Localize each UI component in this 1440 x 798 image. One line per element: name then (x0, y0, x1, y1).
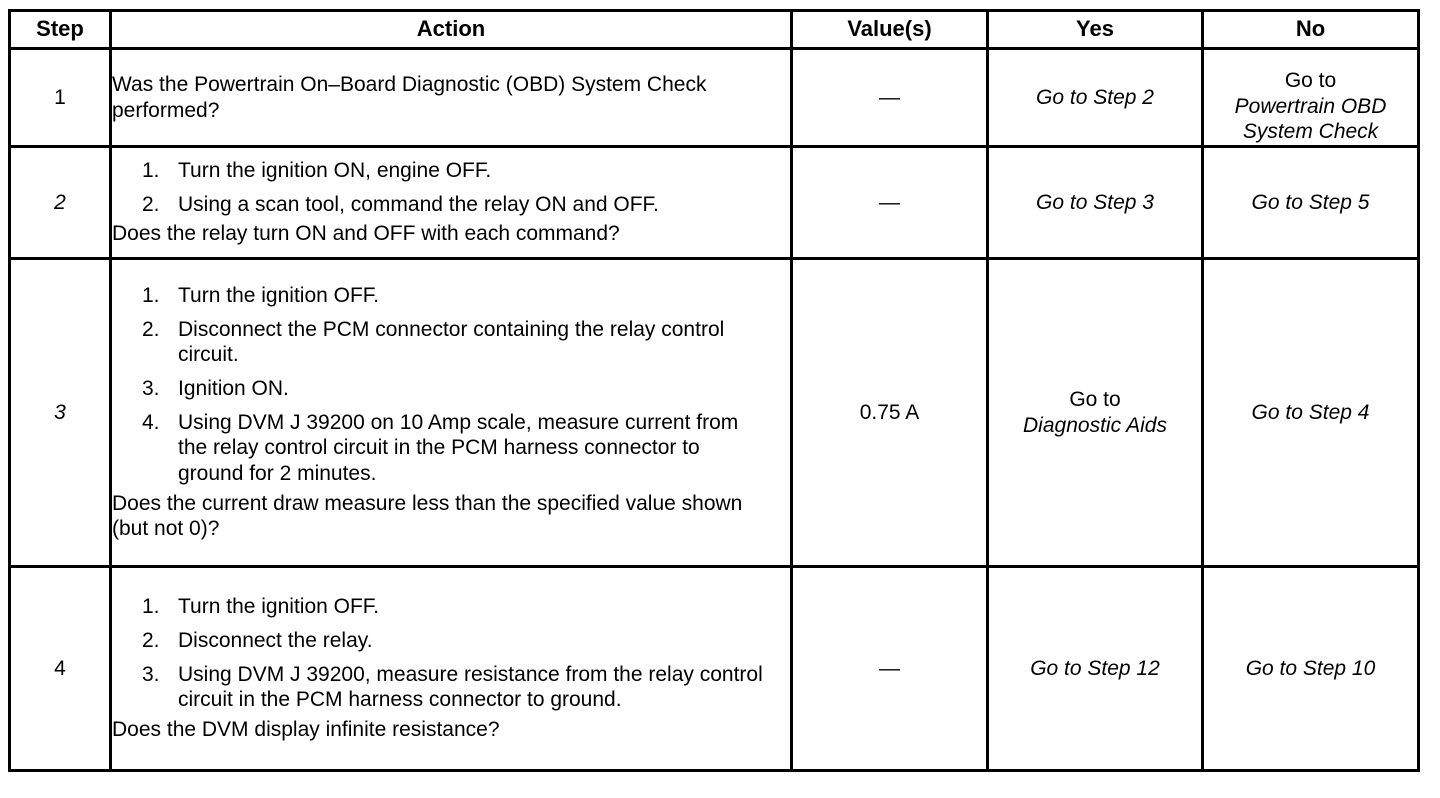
header-yes: Yes (988, 11, 1203, 49)
table-row (10, 567, 1419, 771)
action-cell (111, 259, 792, 567)
step-text: Ignition ON. (178, 377, 289, 401)
action-step (112, 317, 790, 368)
yes-cell[interactable] (988, 567, 1203, 771)
yes-cell[interactable] (988, 147, 1203, 259)
value-cell (792, 147, 988, 259)
header-no: No (1203, 11, 1419, 49)
value-text: — (879, 85, 900, 109)
step-index: 3. (142, 377, 160, 401)
no-link[interactable]: Go to Step 5 (1251, 190, 1370, 214)
action-step (112, 283, 790, 309)
header-action: Action (111, 11, 792, 49)
value-text: — (879, 656, 900, 680)
no-cell[interactable] (1203, 259, 1419, 567)
yes-cell[interactable] (988, 259, 1203, 567)
step-index: 2. (142, 317, 160, 341)
header-values: Value(s) (792, 11, 988, 49)
step-number: 3 (10, 259, 111, 567)
action-cell (111, 147, 792, 259)
no-prefix: Go to (1284, 69, 1337, 93)
step-index: 1. (142, 159, 160, 183)
step-text: Using DVM J 39200, measure resistance from the relay control circuit in the PCM harness connector to ground. (178, 662, 763, 712)
action-steps (112, 594, 790, 712)
yes-link[interactable]: Diagnostic Aids (1023, 413, 1167, 437)
step-index: 2. (142, 192, 160, 216)
action-step (112, 594, 790, 620)
step-text: Using DVM J 39200 on 10 Amp scale, measure current from the relay control circuit in the PCM harness connector to ground for 2 minutes. (178, 410, 739, 485)
step-number: 4 (10, 567, 111, 771)
action-step (112, 662, 790, 713)
yes-prefix: Go to (1069, 387, 1121, 411)
action-steps (112, 158, 790, 217)
step-number: 2 (10, 147, 111, 259)
yes-link[interactable]: Go to Step 2 (1036, 85, 1154, 109)
yes-cell[interactable] (988, 49, 1203, 147)
value-cell (792, 567, 988, 771)
step-text: Disconnect the PCM connector containing the relay control circuit. (178, 317, 725, 367)
step-text: Turn the ignition ON, engine OFF. (178, 159, 492, 183)
table-row (10, 49, 1419, 147)
yes-link[interactable]: Go to Step 12 (1030, 656, 1160, 680)
action-step (112, 628, 790, 654)
step-index: 4. (142, 410, 160, 434)
value-text: — (879, 190, 900, 214)
action-question: Does the current draw measure less than the specified value shown (but not 0)? (112, 491, 743, 541)
no-cell[interactable] (1203, 49, 1419, 147)
action-step (112, 376, 790, 402)
step-text: Turn the ignition OFF. (178, 284, 380, 308)
step-number: 1 (10, 49, 111, 147)
action-step (112, 410, 790, 487)
value-cell (792, 259, 988, 567)
action-step (112, 192, 790, 218)
header-row (10, 11, 1419, 49)
header-step: Step (10, 11, 111, 49)
no-cell[interactable] (1203, 147, 1419, 259)
action-question: Does the DVM display infinite resistance? (112, 717, 500, 741)
action-cell (111, 567, 792, 771)
diagnostic-table (8, 9, 1420, 772)
step-text: Using a scan tool, command the relay ON and OFF. (178, 192, 659, 216)
no-link[interactable]: Go to Step 10 (1245, 656, 1376, 680)
no-link[interactable]: Powertrain OBD System Check (1234, 94, 1387, 144)
value-cell (792, 49, 988, 147)
no-link[interactable]: Go to Step 4 (1251, 400, 1370, 424)
value-text: 0.75 A (859, 400, 920, 424)
action-steps (112, 283, 790, 486)
step-index: 1. (142, 595, 160, 619)
step-text: Disconnect the relay. (178, 629, 373, 653)
action-question: Does the relay turn ON and OFF with each command? (112, 222, 620, 246)
step-index: 3. (142, 662, 160, 686)
action-cell (111, 49, 792, 147)
action-question: Was the Powertrain On–Board Diagnostic (OBD) System Check performed? (112, 72, 707, 122)
no-cell[interactable] (1203, 567, 1419, 771)
step-text: Turn the ignition OFF. (178, 595, 380, 619)
step-index: 2. (142, 629, 160, 653)
action-step (112, 158, 790, 184)
table-row (10, 259, 1419, 567)
step-index: 1. (142, 284, 160, 308)
yes-link[interactable]: Go to Step 3 (1036, 190, 1154, 214)
table-row (10, 147, 1419, 259)
